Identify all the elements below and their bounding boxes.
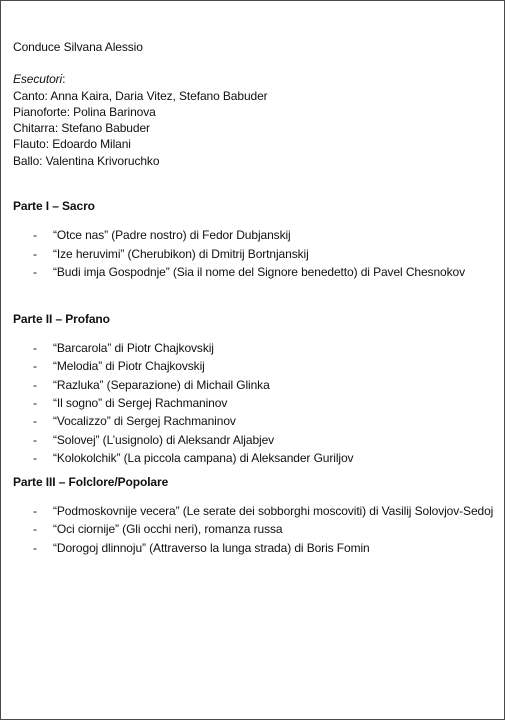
- performers-block: [13, 71, 498, 169]
- piece-item: [13, 394, 498, 412]
- performer-line: Flauto: Edoardo Milani: [13, 137, 131, 152]
- piece-list: [13, 502, 498, 557]
- piece-item: [13, 357, 498, 375]
- piece-item: [13, 245, 498, 263]
- piece-text: “Barcarola” di Piotr Chajkovskij: [53, 340, 214, 355]
- section-part-2: [13, 311, 498, 468]
- bullet-dash: -: [33, 396, 37, 411]
- section-title: Parte III – Folclore/Popolare: [13, 474, 169, 489]
- section-part-3: [13, 474, 498, 557]
- conductor-line: Conduce Silvana Alessio: [13, 40, 143, 54]
- performers-label-colon: :: [62, 72, 66, 87]
- bullet-dash: -: [33, 246, 37, 261]
- piece-item: [13, 226, 498, 244]
- piece-item: [13, 431, 498, 449]
- piece-item: [13, 502, 498, 520]
- section-title: Parte I – Sacro: [13, 199, 95, 214]
- bullet-dash: -: [33, 377, 37, 392]
- piece-item: [13, 539, 498, 557]
- piece-item: [13, 449, 498, 467]
- performer-line: Ballo: Valentina Krivoruchko: [13, 153, 160, 168]
- piece-text: “Ize heruvimi” (Cherubikon) di Dmitrij Bortnjanskij: [53, 246, 309, 261]
- piece-text: “Dorogoj dlinnoju” (Attraverso la lunga strada) di Boris Fomin: [53, 540, 370, 555]
- bullet-dash: -: [33, 432, 37, 447]
- bullet-dash: -: [33, 522, 37, 537]
- performer-line: Pianoforte: Polina Barinova: [13, 104, 156, 119]
- bullet-dash: -: [33, 228, 37, 243]
- performers-heading: [13, 71, 498, 87]
- bullet-dash: -: [33, 414, 37, 429]
- piece-item: [13, 520, 498, 538]
- bullet-dash: -: [33, 340, 37, 355]
- piece-text: “Budi imja Gospodnje” (Sia il nome del Signore benedetto) di Pavel Chesnokov: [53, 265, 465, 280]
- piece-list: [13, 339, 498, 468]
- section-part-1: [13, 198, 498, 281]
- bullet-dash: -: [33, 359, 37, 374]
- piece-item: [13, 412, 498, 430]
- piece-text: “Solovej” (L’usignolo) di Aleksandr Aljabjev: [53, 432, 275, 447]
- piece-item: [13, 376, 498, 394]
- bullet-dash: -: [33, 540, 37, 555]
- piece-text: “Oci ciornije” (Gli occhi neri), romanza russa: [53, 522, 283, 537]
- bullet-dash: -: [33, 265, 37, 280]
- performer-line: Canto: Anna Kaira, Daria Vitez, Stefano Babuder: [13, 88, 268, 103]
- piece-text: “Il sogno” di Sergej Rachmaninov: [53, 396, 228, 411]
- piece-text: “Podmoskovnije vecera” (Le serate dei sobborghi moscoviti) di Vasilij Solovjov-Sedoj: [53, 503, 494, 518]
- piece-text: “Kolokolchik” (La piccola campana) di Aleksander Guriljov: [53, 451, 354, 466]
- bullet-dash: -: [33, 503, 37, 518]
- performers-label: Esecutori: [13, 72, 63, 87]
- section-title: Parte II – Profano: [13, 311, 110, 326]
- piece-text: “Melodia” di Piotr Chajkovskij: [53, 359, 205, 374]
- piece-item: [13, 263, 498, 281]
- piece-item: [13, 339, 498, 357]
- piece-list: [13, 226, 498, 281]
- piece-text: “Otce nas” (Padre nostro) di Fedor Dubjanskij: [53, 228, 291, 243]
- performer-line: Chitarra: Stefano Babuder: [13, 121, 150, 136]
- piece-text: “Razluka” (Separazione) di Michail Glinka: [53, 377, 270, 392]
- bullet-dash: -: [33, 451, 37, 466]
- program-content: [13, 39, 498, 586]
- piece-text: “Vocalizzo” di Sergej Rachmaninov: [53, 414, 236, 429]
